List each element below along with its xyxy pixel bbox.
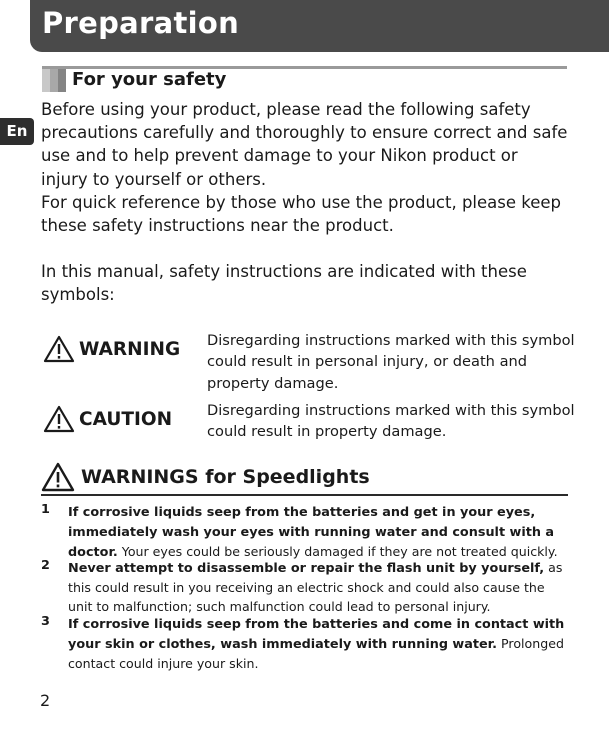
symbol-label-wrap xyxy=(43,405,172,433)
warnings-title: WARNINGS for Speedlights xyxy=(81,466,370,488)
item-number: 3 xyxy=(41,614,50,629)
section-marker-icon xyxy=(42,69,66,92)
symbol-label-wrap xyxy=(43,335,180,363)
warning-triangle-icon xyxy=(43,405,75,433)
symbol-description: Disregarding instructions marked with this symbol could result in property damage. xyxy=(207,402,575,441)
item-bold-text: If corrosive liquids seep from the batteries and get in your eyes, immediately wash your eyes with running water and consult with a doctor. xyxy=(68,505,555,560)
item-number: 1 xyxy=(41,502,50,517)
item-text xyxy=(68,502,568,562)
intro-paragraph: In this manual, safety instructions are indicated with these symbols: xyxy=(41,262,527,305)
section-heading xyxy=(42,66,567,94)
warning-triangle-icon xyxy=(41,462,75,492)
warnings-title-wrap xyxy=(41,462,370,492)
item-bold-text: If corrosive liquids seep from the batteries and come in contact with your skin or clothes, wash immediately with running water. xyxy=(68,617,565,652)
intro-paragraph: Before using your product, please read the following safety precautions carefully and thoroughly to ensure correct and safe use and to help prevent damage to your Nikon product or injury to yourself or others. xyxy=(41,100,568,189)
language-tab: En xyxy=(0,118,34,145)
item-text xyxy=(68,558,568,616)
symbol-label: WARNING xyxy=(79,338,181,360)
item-plain-text: as this could result in you receiving an electric shock and could also cause the unit to malfunction; such malfunction could lead to personal injury. xyxy=(68,560,563,614)
chapter-header xyxy=(30,0,609,52)
item-plain-text: Prolonged contact could injure your skin. xyxy=(68,636,564,671)
symbol-label: CAUTION xyxy=(79,408,173,430)
item-bold-text: Never attempt to disassemble or repair the flash unit by yourself, xyxy=(68,561,545,576)
warnings-heading xyxy=(41,460,568,496)
symbol-description: Disregarding instructions marked with this symbol could result in personal injury, or death and property damage. xyxy=(207,332,575,392)
intro-text xyxy=(41,98,569,307)
item-number: 2 xyxy=(41,558,50,573)
item-text xyxy=(68,614,568,673)
section-title: For your safety xyxy=(72,69,227,90)
chapter-title: Preparation xyxy=(42,6,240,40)
item-plain-text: Your eyes could be seriously damaged if they are not treated quickly. xyxy=(117,544,558,559)
warning-triangle-icon xyxy=(43,335,75,363)
intro-paragraph: For quick reference by those who use the product, please keep these safety instructions near the product. xyxy=(41,192,562,236)
page-number: 2 xyxy=(40,691,51,710)
